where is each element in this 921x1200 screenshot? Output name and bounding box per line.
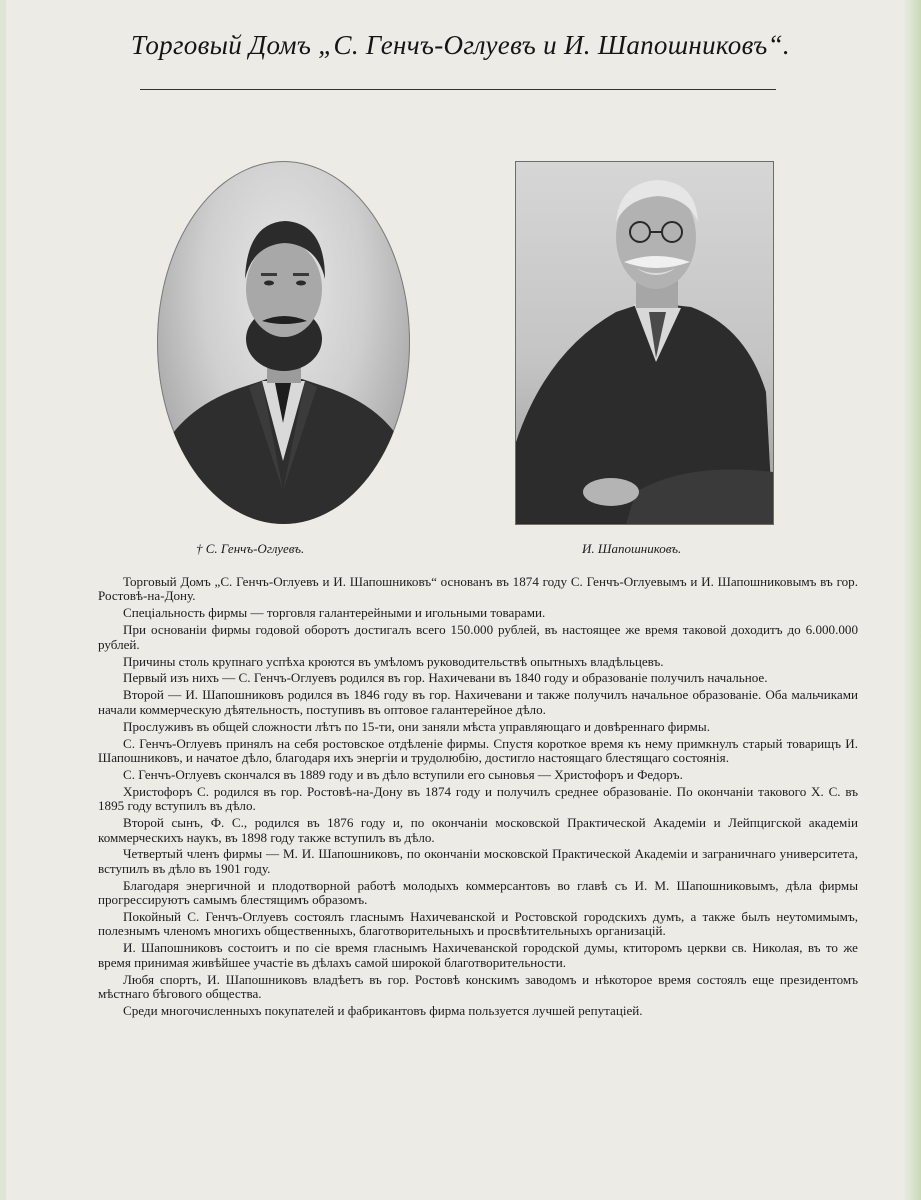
portrait-gench-ogluev — [157, 161, 410, 524]
paragraph: Любя спортъ, И. Шапошниковъ владѣетъ въ гор. Ростовѣ конскимъ заводомъ и нѣкоторое время состоялъ еще президентомъ мѣстнаго бѣгового общества. — [98, 971, 858, 1002]
paragraph: С. Генчъ-Оглуевъ скончался въ 1889 году и въ дѣло вступили его сыновья — Христофоръ и Федоръ. — [123, 766, 683, 782]
paragraph: Первый изъ нихъ — С. Генчъ-Оглуевъ родился въ гор. Нахичевани въ 1840 году и образованіе получилъ начальное. — [123, 670, 768, 686]
paragraph: Покойный С. Генчъ-Оглуевъ состоялъ гласнымъ Нахичеванской и Ростовской городскихъ думъ, а также былъ неутомимымъ, полезнымъ членомъ многихъ общественныхъ, благотворительныхъ и просвѣтительныхъ организацій. — [98, 909, 858, 939]
paragraph: Среди многочисленныхъ покупателей и фабрикантовъ фирма пользуется лучшей репутаціей. — [123, 1002, 643, 1018]
article-body — [98, 575, 858, 1021]
paragraph: При основаніи фирмы годовой оборотъ достигалъ всего 150.000 рублей, въ настоящее же время таковой доходитъ до 6.000.000 рублей. — [98, 622, 858, 652]
portrait-figure-left — [157, 161, 410, 524]
paragraph: С. Генчъ-Оглуевъ принялъ на себя ростовское отдѣленіе фирмы. Спустя короткое время къ нему примкнулъ старый товарищъ И. Шапошниковъ, и начатое дѣло, благодаря ихъ энергіи и трудолюбію, достигло настоящаго блестящаго состоянія. — [98, 735, 858, 765]
portrait-figure-right — [516, 162, 773, 524]
paragraph: Христофоръ С. родился въ гор. Ростовѣ-на-Дону въ 1874 году и получилъ среднее образованіе. По окончаніи такового Х. С. въ 1895 году вступилъ въ дѣло. — [98, 783, 858, 814]
title-divider — [140, 89, 776, 90]
paragraph: Спеціальность фирмы — торговля галантерейными и игольными товарами. — [123, 605, 546, 621]
paragraph: Второй — И. Шапошниковъ родился въ 1846 году въ гор. Нахичевани и также получилъ начальное образованіе. Оба мальчиками начали коммерческую дѣятельность, поступивъ въ оптовое галантерейное дѣло. — [98, 687, 858, 717]
portrait-shaposhnikov — [515, 161, 774, 525]
page-title: Торговый Домъ „С. Генчъ-Оглуевъ и И. Шапошниковъ“. — [131, 30, 790, 60]
paragraph: Причины столь крупнаго успѣха кроются въ умѣломъ руководительствѣ опытныхъ владѣльцевъ. — [123, 653, 664, 669]
page-left-edge — [0, 0, 6, 1200]
paragraph: Четвертый членъ фирмы — М. И. Шапошниковъ, по окончаніи московской Практической Академіи и заграничнаго университета, вступилъ въ дѣло въ 1901 году. — [98, 846, 858, 876]
page-right-edge — [903, 0, 921, 1200]
portrait-caption-left: † С. Генчъ-Оглуевъ. — [196, 541, 305, 556]
paragraph: Торговый Домъ „С. Генчъ-Оглуевъ и И. Шапошниковъ“ основанъ въ 1874 году С. Генчъ-Оглуевымъ и И. Шапошниковымъ въ гор. Ростовѣ-на-Дону. — [98, 574, 858, 604]
paragraph: Второй сынъ, Ф. С., родился въ 1876 году и, по окончаніи московской Практической Академіи и Лейпцигской академіи коммерческихъ наукъ, въ 1898 году также вступилъ въ дѣло. — [98, 815, 858, 845]
portrait-caption-right: И. Шапошниковъ. — [582, 541, 682, 556]
paragraph: Благодаря энергичной и плодотворной работѣ молодыхъ коммерсантовъ во главѣ съ И. М. Шапошниковымъ, дѣла фирмы прогрессируютъ самымъ блестящимъ образомъ. — [98, 877, 858, 908]
paragraph: И. Шапошниковъ состоитъ и по сіе время гласнымъ Нахичеванской городской думы, ктиторомъ церкви св. Николая, въ то же время принимая живѣйшее участіе въ дѣлахъ самой широкой благотворительности. — [98, 940, 858, 970]
paragraph: Прослуживъ въ общей сложности лѣтъ по 15-ти, они заняли мѣста управляющаго и довѣреннаго фирмы. — [123, 718, 710, 734]
